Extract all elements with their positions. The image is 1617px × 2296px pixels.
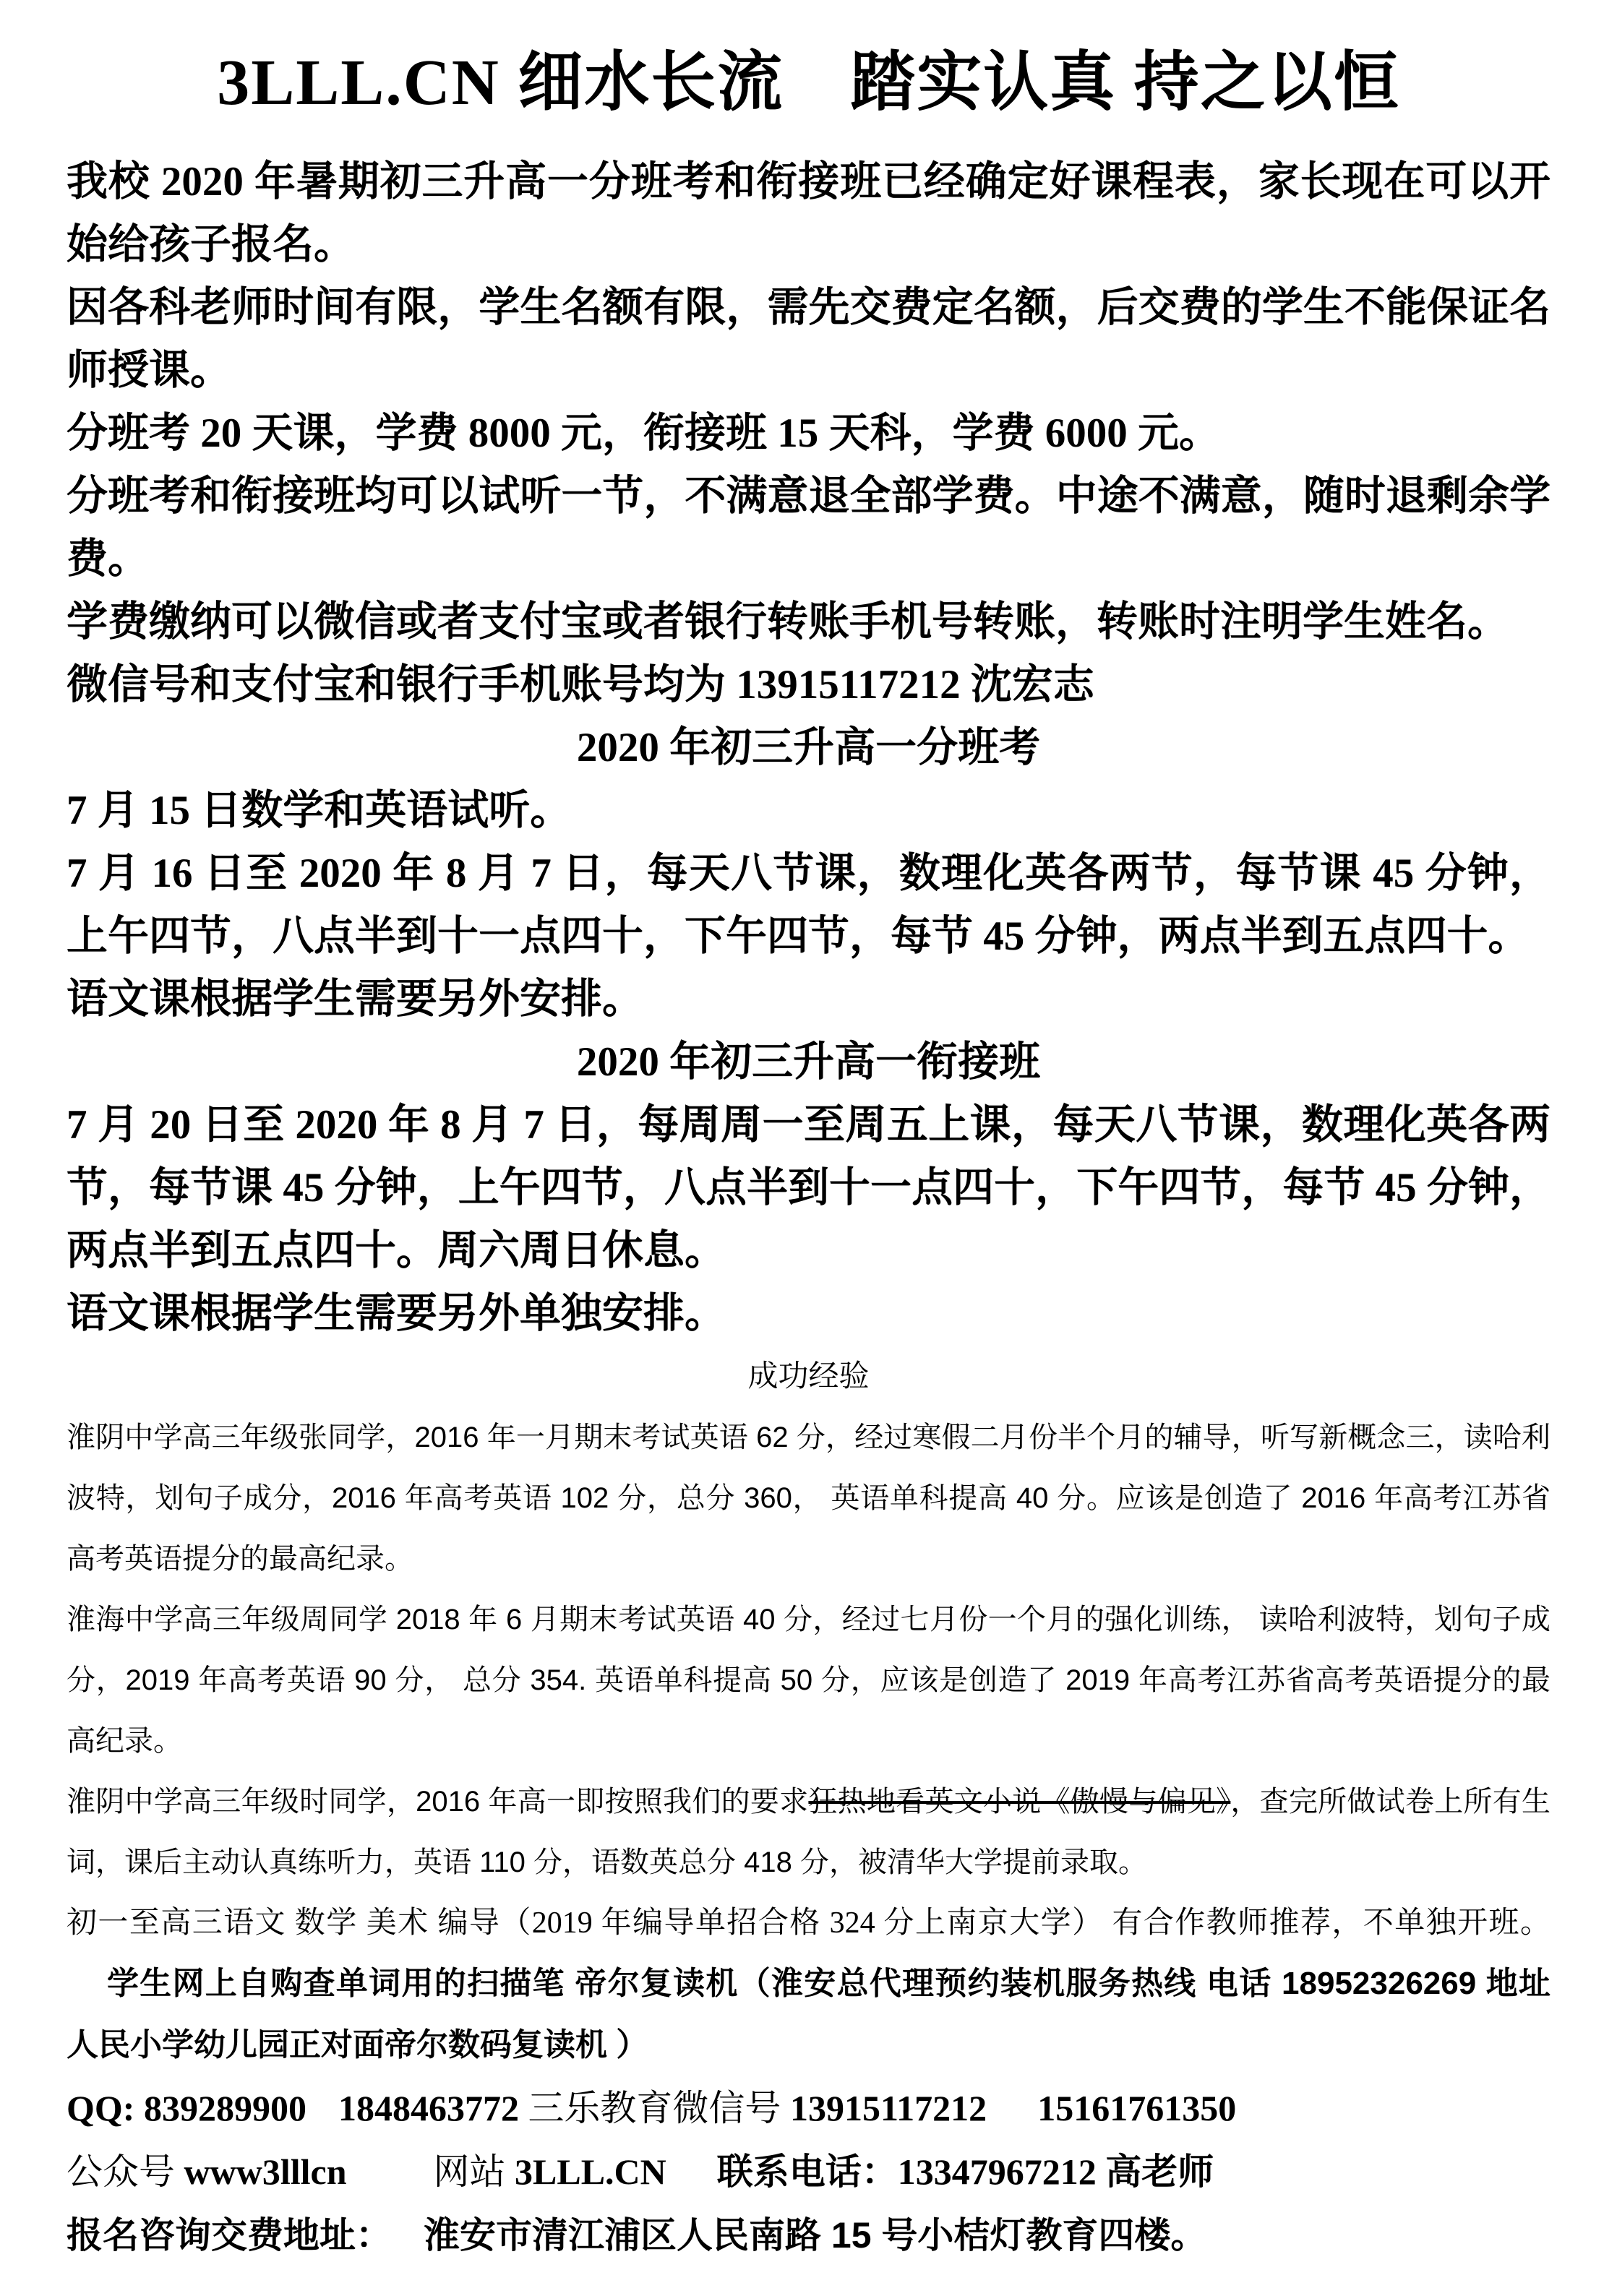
intro-paragraph-refund: 分班考和衔接班均可以试听一节，不满意退全部学费。中途不满意，随时退剩余学费。	[67, 473, 1550, 582]
section-heading-placement-exam: 2020 年初三升高一分班考	[576, 725, 1041, 770]
wechat-label: 三乐教育微信号	[528, 2088, 781, 2128]
success-story-shi-after: ，查完所做试卷上所有生词，课后主动认真练听力，英语 110 分，语数英总分 418 分，被清华大学提前录取。	[67, 1786, 1551, 1878]
courses-paragraph	[67, 1893, 1550, 2076]
wechat-phone-1: 13915117212	[789, 2088, 987, 2128]
bridging-schedule-paragraph: 7 月 20 日至 2020 年 8 月 7 日，每周周一至周五上课，每天八节课，数理化英各两节，每节课 45 分钟，上午四节，八点半到十一点四十，下午四节，每节 45 分钟，两点半到五点四十。周六周日休息。	[67, 1102, 1550, 1273]
qq-label: QQ:	[67, 2088, 135, 2128]
wechat-phone-2: 15161761350	[1037, 2088, 1237, 2128]
placement-trial-date-line: 7 月 15 日数学和英语试听。	[67, 788, 572, 833]
address-line	[67, 2203, 1550, 2267]
address-label: 报名咨询交费地址：	[67, 2215, 392, 2256]
phone-number: 13347967212	[897, 2151, 1097, 2192]
qq-number-2: 1848463772	[338, 2088, 519, 2128]
bridging-chinese-note: 语文课根据学生需要另外单独安排。	[67, 1291, 726, 1336]
intro-paragraph-enrollment: 我校 2020 年暑期初三升高一分班考和衔接班已经确定好课程表，家长现在可以开始给孩子报名。	[67, 159, 1550, 267]
intro-paragraph-payment: 学费缴纳可以微信或者支付宝或者银行转账手机号转账，转账时注明学生姓名。	[67, 599, 1509, 645]
intro-paragraph-quota: 因各科老师时间有限，学生名额有限，需先交费定名额，后交费的学生不能保证名师授课。	[67, 285, 1550, 393]
website-label: 网站	[433, 2151, 506, 2192]
website-url: 3LLL.CN	[515, 2151, 666, 2192]
courses-offering-text: 初一至高三语文 数学 美术 编导（2019 年编导单招合格 324 分上南京大学） 有合作教师推荐，不单独开班。	[67, 1906, 1550, 1940]
phone-label: 联系电话：	[716, 2151, 898, 2192]
success-story-shi-strikethrough: 狂热地看英文小说《傲慢与偏见》	[808, 1786, 1231, 1818]
intro-paragraph-account: 微信号和支付宝和银行手机账号均为 13915117212 沈宏志	[67, 662, 1094, 708]
qq-number-1: 839289900	[143, 2088, 306, 2128]
success-story-zhang: 淮阴中学高三年级张同学，2016 年一月期末考试英语 62 分，经过寒假二月份半个月的辅导，听写新概念三，读哈利波特，划句子成分，2016 年高考英语 102 分，总分 360， 英语单科提高 40 分。应该是创造了 2016 年高考江苏省高考英语提分的最高纪录。	[67, 1422, 1550, 1575]
website-contact-line	[67, 2140, 1550, 2203]
qq-contact-line	[67, 2076, 1550, 2140]
success-experience-heading: 成功经验	[747, 1359, 870, 1393]
section-heading-bridging-class: 2020 年初三升高一衔接班	[576, 1039, 1041, 1085]
courses-scanner-pen-text: 学生网上自购查单词用的扫描笔 帝尔复读机（淮安总代理预约装机服务热线 电话 18952326269 地址 人民小学幼儿园正对面帝尔数码复读机 ）	[67, 1966, 1550, 2063]
success-story-shi-before: 淮阴中学高三年级时同学，2016 年高一即按照我们的要求	[67, 1786, 809, 1818]
intro-paragraph-tuition: 分班考 20 天课，学费 8000 元，衔接班 15 天科，学费 6000 元。	[67, 410, 1220, 456]
official-account-label: 公众号	[67, 2151, 175, 2192]
official-account-id: www3lllcn	[184, 2151, 347, 2192]
address-value: 淮安市清江浦区人民南路 15 号小桔灯教育四楼。	[424, 2215, 1207, 2256]
teacher-name: 高老师	[1105, 2151, 1214, 2192]
page-title: 3LLL.CN 细水长流 踏实认真 持之以恒	[217, 47, 1400, 119]
placement-chinese-note: 语文课根据学生需要另外安排。	[67, 976, 643, 1022]
placement-schedule-paragraph: 7 月 16 日至 2020 年 8 月 7 日，每天八节课，数理化英各两节，每节课 45 分钟，上午四节，八点半到十一点四十，下午四节，每节 45 分钟，两点半到五点四十。	[67, 851, 1550, 959]
success-story-shi	[67, 1771, 1550, 1893]
success-story-zhou: 淮海中学高三年级周同学 2018 年 6 月期末考试英语 40 分，经过七月份一个月的强化训练， 读哈利波特，划句子成分，2019 年高考英语 90 分， 总分 354. 英语单科提高 50 分，应该是创造了 2019 年高考江苏省高考英语提分的最高纪录。	[67, 1604, 1550, 1757]
